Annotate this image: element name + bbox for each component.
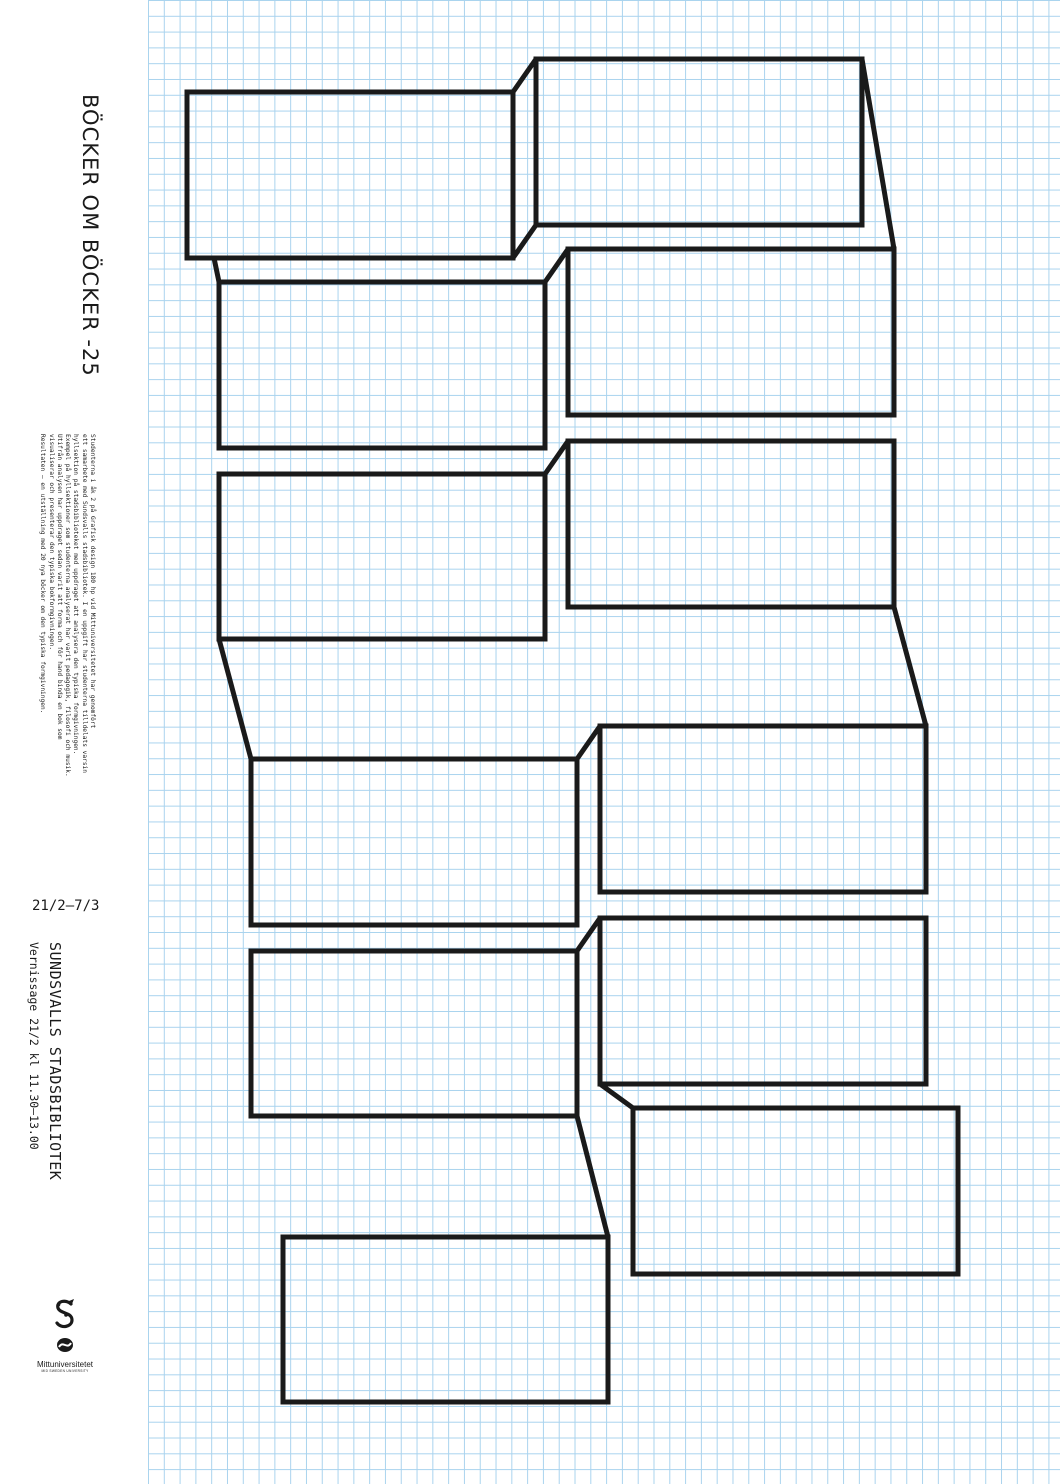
- description-line: Exempel på hyllsektioner som studenterna analyserat har varit pedagogik, filosofi och musik.: [64, 434, 72, 777]
- description-line: Studenterna i åk 2 på Grafisk design 180 hp vid Mittuniversitetet har genomfört: [89, 434, 96, 729]
- exhibition-dates: 21/2–7/3: [32, 898, 100, 914]
- description-line: visualiserar och presenterar den typiska bokformgivningen.: [47, 434, 55, 651]
- description-line: hyllsektion på stadsbiblioteket med uppdraget att analysera den typiska formgivningen.: [72, 434, 80, 755]
- book-box-11: [633, 1108, 958, 1274]
- dragon-s-logo-icon: [52, 1298, 78, 1330]
- venue-name: SUNDSVALLS STADSBIBLIOTEK: [46, 942, 64, 1181]
- book-box-5: [219, 474, 545, 639]
- book-box-2: [536, 59, 862, 225]
- description-line: Utifrån analysen har uppdraget sedan varit att forma och för hand binda en bok som: [55, 434, 63, 740]
- book-box-12: [283, 1237, 608, 1402]
- book-box-10: [600, 918, 926, 1084]
- mittuniversitetet-logo: [30, 1336, 100, 1386]
- book-box-3: [219, 282, 545, 448]
- vernissage-info: Vernissage 21/2 kl 11.30–13.00: [27, 942, 41, 1150]
- exhibition-description: [38, 434, 96, 777]
- book-box-4: [568, 249, 894, 415]
- description-line: ett samarbete med Sundsvalls stadsbibliotek. I en uppgift har studenterna tilldelats varsin: [80, 434, 88, 773]
- university-name: Mittuniversitetet: [36, 1360, 94, 1369]
- poster-title: BÖCKER OM BÖCKER -25: [78, 94, 102, 377]
- university-subtitle: MID SWEDEN UNIVERSITY: [41, 1369, 89, 1373]
- book-box-1: [187, 92, 513, 258]
- description-line: Resultaten – en utställning med 20 nya böcker om den typiska formgivningen.: [39, 434, 47, 714]
- book-box-7: [251, 759, 577, 925]
- book-box-9: [251, 951, 577, 1116]
- book-connector-lines: [214, 59, 926, 1237]
- mittuniversitetet-logo-icon: [55, 1336, 75, 1354]
- book-box-6: [568, 441, 894, 607]
- book-box-8: [600, 726, 926, 892]
